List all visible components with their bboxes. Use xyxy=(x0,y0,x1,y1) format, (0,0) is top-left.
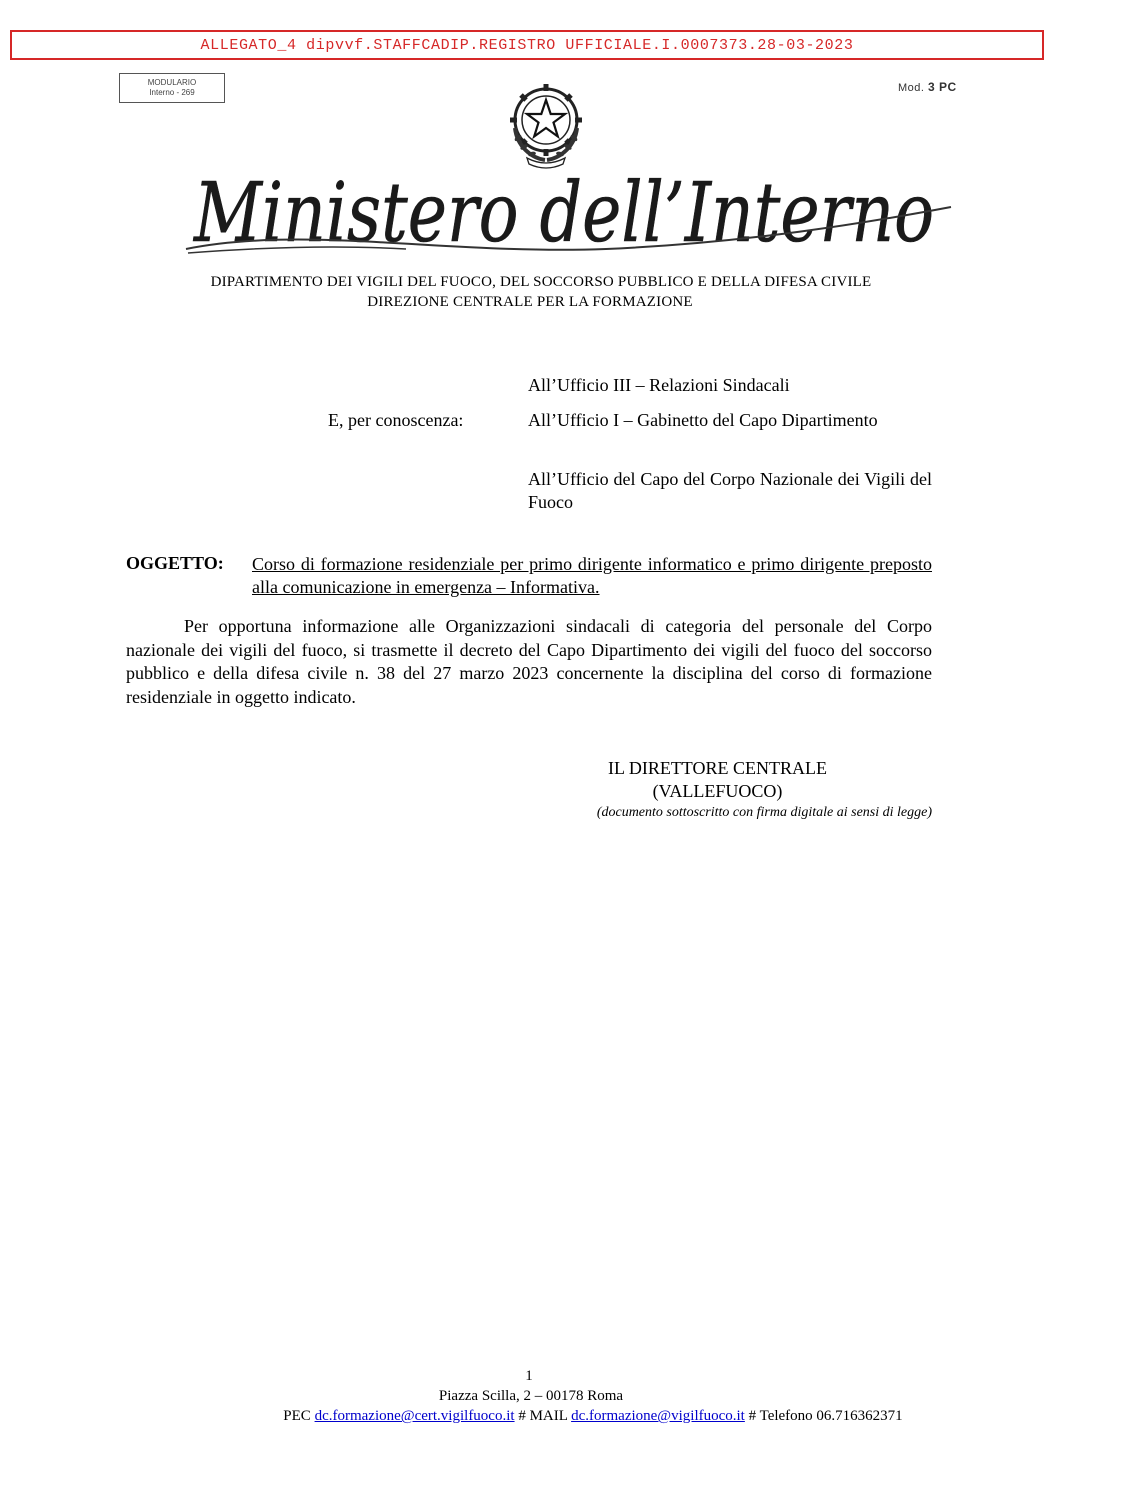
cc-label: E, per conoscenza: xyxy=(328,410,464,430)
recipient-cc-2: All’Ufficio del Capo del Corpo Nazionale dei Vigili del Fuoco xyxy=(528,469,932,512)
mail-email-link[interactable]: dc.formazione@vigilfuoco.it xyxy=(571,1408,745,1424)
department-name: DIPARTIMENTO DEI VIGILI DEL FUOCO, DEL SOCCORSO PUBBLICO E DELLA DIFESA CIVILE xyxy=(210,274,872,290)
ministry-logo xyxy=(186,163,951,263)
protocol-stamp xyxy=(10,30,1044,60)
protocol-text: ALLEGATO_4 dipvvf.STAFFCADIP.REGISTRO UFFICIALE.I.0007373.28-03-2023 xyxy=(200,36,854,54)
page-number: 1 xyxy=(525,1368,533,1384)
signature-block xyxy=(503,757,932,803)
recipient-cc-1: All’Ufficio I – Gabinetto del Capo Dipartimento xyxy=(528,410,878,430)
department-heading xyxy=(0,272,1058,312)
mod-prefix: Mod. xyxy=(898,82,925,94)
subject-label: OGGETTO: xyxy=(126,553,224,573)
pec-email-link[interactable]: dc.formazione@cert.vigilfuoco.it xyxy=(314,1408,515,1424)
body-paragraph: Per opportuna informazione alle Organizzazioni sindacali di categoria del personale del Corpo nazionale dei vigili del fuoco, si trasmette il decreto del Capo Dipartimento dei vigili del fuoco del soccorso pubblico e della difesa civile n. 38 del 27 marzo 2023 concernente la disciplina del corso di formazione residenziale in oggetto indicato. xyxy=(126,616,932,707)
signature-name: (VALLEFUOCO) xyxy=(652,781,783,801)
mod-code xyxy=(898,80,957,94)
signature-title: IL DIRETTORE CENTRALE xyxy=(608,758,827,778)
footer-address: Piazza Scilla, 2 – 00178 Roma xyxy=(438,1388,624,1404)
pec-label: PEC xyxy=(283,1408,311,1424)
recipient-primary: All’Ufficio III – Relazioni Sindacali xyxy=(528,375,790,395)
mail-label: # MAIL xyxy=(518,1408,568,1424)
directorate-name: DIREZIONE CENTRALE PER LA FORMAZIONE xyxy=(367,294,693,310)
footer-contacts xyxy=(0,1407,1122,1426)
signature-note: (documento sottoscritto con firma digitale ai sensi di legge) xyxy=(596,805,932,820)
subject-text: Corso di formazione residenziale per primo dirigente informatico e primo dirigente preposto alla comunicazione in emergenza – Informativa. xyxy=(252,554,932,597)
modulario-line1: MODULARIO xyxy=(147,78,197,87)
svg-text:Ministero dell’Interno: Ministero dell’Interno xyxy=(192,166,934,261)
emblem-icon xyxy=(505,80,587,166)
modulario-line2: Interno - 269 xyxy=(149,88,195,97)
modulario-box xyxy=(119,73,225,103)
mod-code-value: 3 PC xyxy=(928,80,957,94)
phone-text: # Telefono 06.716362371 xyxy=(748,1408,903,1424)
